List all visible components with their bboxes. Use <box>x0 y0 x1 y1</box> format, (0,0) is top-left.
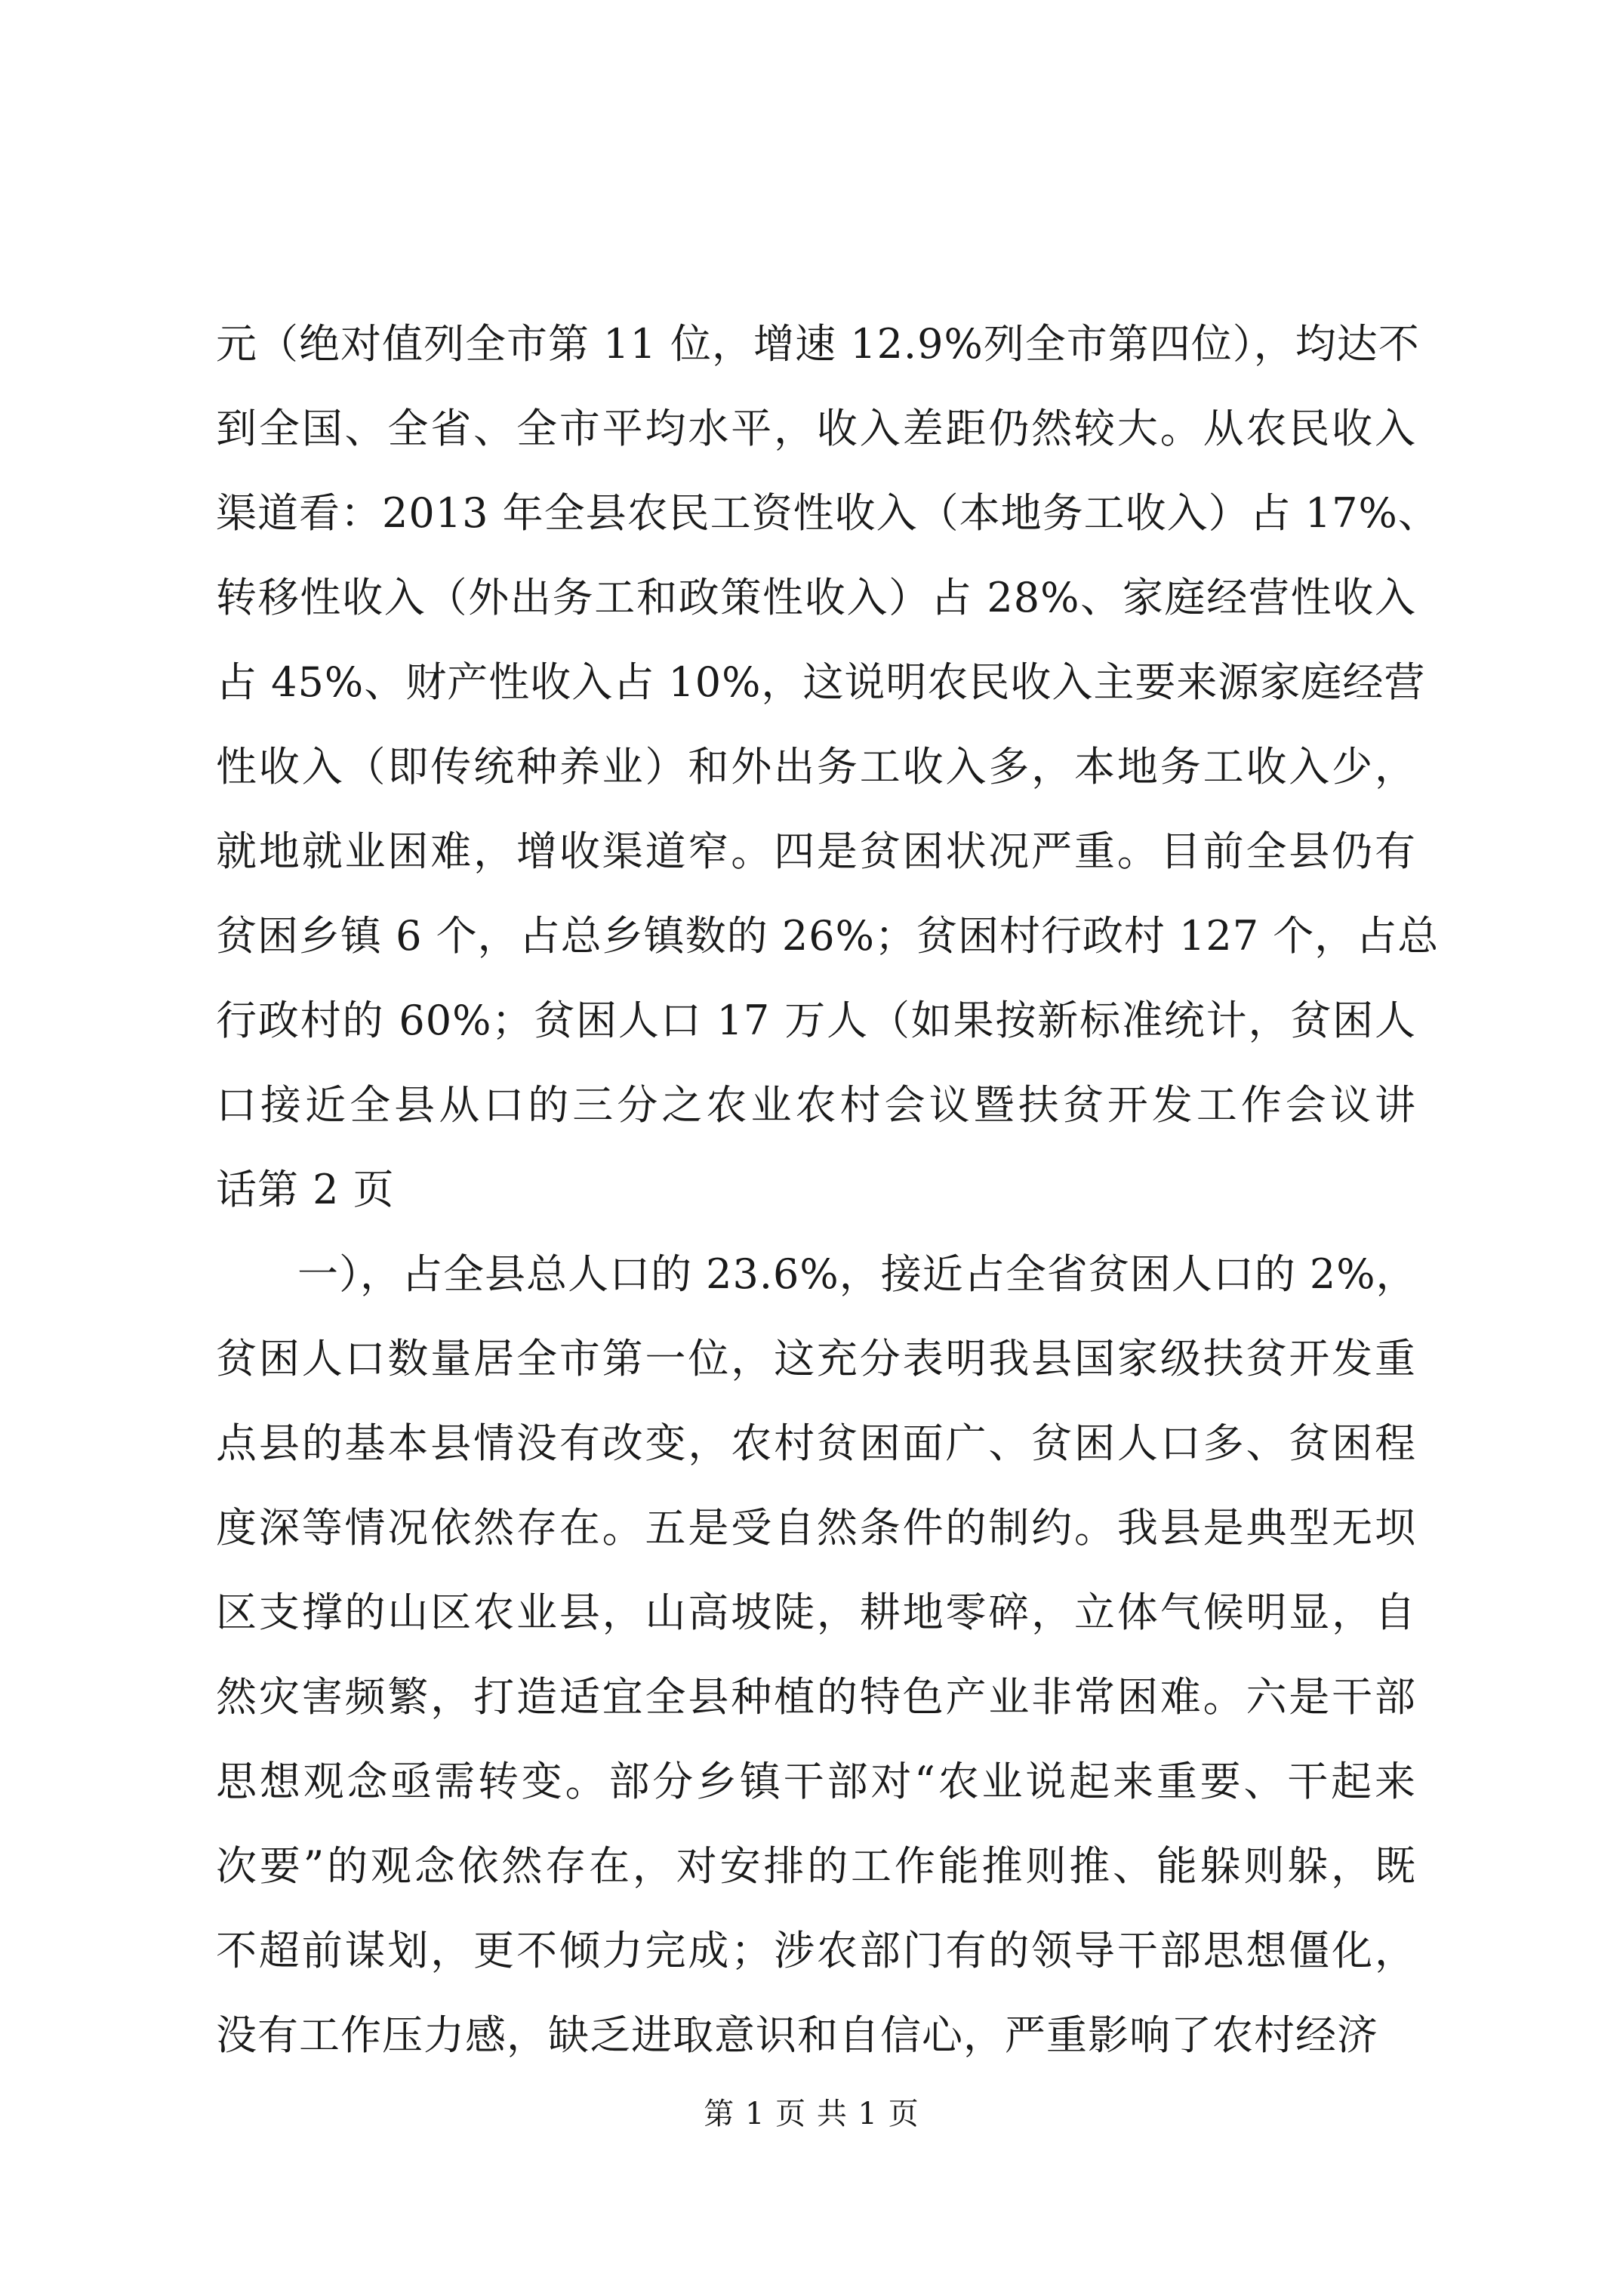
text-line-21: 没有工作压力感，缺乏进取意识和自信心，严重影响了农村经济 <box>216 2011 1378 2059</box>
text-line-19: 次要”的观念依然存在，对安排的工作能推则推、能躲则躲，既 <box>216 1842 1416 1890</box>
text-line-3: 渠道看：2013 年全县农民工资性收入（本地务工收入）占 17%、 <box>216 489 1440 537</box>
text-line-10: 口接近全县从口的三分之农业农村会议暨扶贫开发工作会议讲 <box>216 1081 1416 1129</box>
text-line-13: 贫困人口数量居全市第一位，这充分表明我县国家级扶贫开发重 <box>216 1335 1416 1382</box>
text-line-11: 话第 2 页 <box>216 1166 395 1213</box>
text-line-6: 性收入（即传统种养业）和外出务工收入多，本地务工收入少， <box>216 743 1416 791</box>
text-line-8: 贫困乡镇 6 个，占总乡镇数的 26%；贫困村行政村 127 个，占总 <box>216 912 1440 960</box>
body-text <box>216 302 1440 2078</box>
page-footer: 第 1 页 共 1 页 <box>704 2097 919 2131</box>
text-line-5: 占 45%、财产性收入占 10%，这说明农民收入主要来源家庭经营 <box>216 658 1426 706</box>
text-line-4: 转移性收入（外出务工和政策性收入）占 28%、家庭经营性收入 <box>216 574 1416 621</box>
text-line-16: 区支撑的山区农业县，山高坡陡，耕地零碎，立体气候明显，自 <box>216 1589 1416 1636</box>
text-line-12: 一），占全县总人口的 23.6%，接近占全省贫困人口的 2%， <box>297 1250 1418 1298</box>
text-line-1: 元（绝对值列全市第 11 位，增速 12.9%列全市第四位），均达不 <box>216 320 1420 368</box>
text-line-9: 行政村的 60%；贫困人口 17 万人（如果按新标准统计，贫困人 <box>216 997 1416 1044</box>
text-line-20: 不超前谋划，更不倾力完成；涉农部门有的领导干部思想僵化， <box>216 1927 1416 1974</box>
text-line-14: 点县的基本县情没有改变，农村贫困面广、贫困人口多、贫困程 <box>216 1419 1416 1467</box>
text-line-7: 就地就业困难，增收渠道窄。四是贫困状况严重。目前全县仍有 <box>216 827 1416 875</box>
text-line-15: 度深等情况依然存在。五是受自然条件的制约。我县是典型无坝 <box>216 1504 1416 1552</box>
text-line-2: 到全国、全省、全市平均水平，收入差距仍然较大。从农民收入 <box>216 405 1416 452</box>
text-line-17: 然灾害频繁，打造适宜全县种植的特色产业非常困难。六是干部 <box>216 1673 1416 1721</box>
text-line-18: 思想观念亟需转变。部分乡镇干部对“农业说起来重要、干起来 <box>216 1758 1416 1805</box>
